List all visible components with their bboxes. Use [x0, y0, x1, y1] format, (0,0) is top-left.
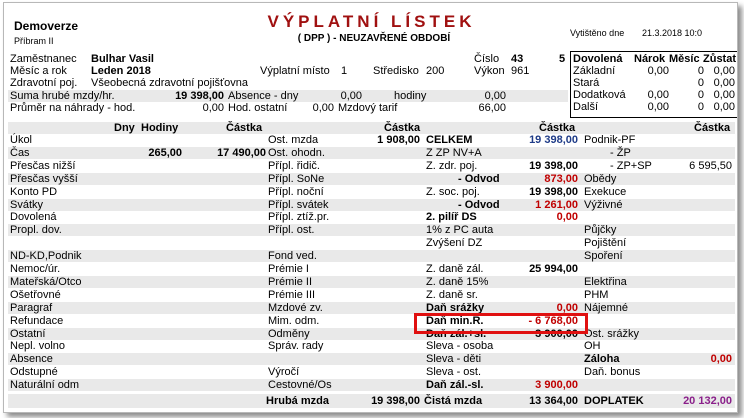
- gross-sum-label: Suma hrubé mzdy/hr.: [10, 90, 115, 102]
- vacation-row-label: Další: [573, 101, 599, 113]
- deduction-label: CELKEM: [426, 134, 473, 146]
- earnings-label: Svátky: [10, 199, 44, 211]
- hours-label: hodiny: [394, 90, 427, 102]
- deduction-label: Z. daně zál.: [426, 263, 484, 275]
- supplement-label: Přípl. svátek: [268, 199, 329, 211]
- absence-label: Absence - dny: [228, 90, 299, 102]
- earnings-label: Naturální odm: [10, 379, 80, 391]
- printed-label: Vytištěno dne: [570, 28, 625, 38]
- vacation-header: Dovolená: [573, 53, 623, 65]
- earnings-label: Úkol: [10, 134, 33, 146]
- supplement-label: Prémie I: [268, 263, 309, 275]
- deduction-other-label: Ost. srážky: [584, 328, 640, 340]
- vacation-row-value: 0,00: [647, 89, 669, 101]
- deduction-label: Z. soc. poj.: [426, 186, 480, 198]
- deduction-label: Daň zál.-sl.: [426, 379, 484, 391]
- supplement-label: Výročí: [268, 366, 300, 378]
- avg-label: Průměr na náhrady - hod.: [10, 102, 136, 114]
- earnings-label: Propl. dov.: [10, 224, 62, 236]
- row-shade: [8, 379, 735, 391]
- deduction-other-amount: 6 595,50: [689, 160, 732, 172]
- deduction-other-label: Exekuce: [584, 186, 627, 198]
- vacation-row-value: 0,00: [713, 89, 735, 101]
- deduction-amount: 1 261,00: [535, 199, 578, 211]
- deduction-other-label: Pojištění: [584, 237, 627, 249]
- supplement-label: Odměny: [268, 328, 310, 340]
- deduction-label: Sleva - děti: [426, 353, 482, 365]
- supplement-label: Přípl. řidič.: [268, 160, 320, 172]
- page-title: VÝPLATNÍ LÍSTEK: [267, 12, 476, 31]
- extra-value: 20 132,00: [683, 395, 732, 407]
- vacation-border-top: [570, 51, 737, 52]
- deduction-other-label: Nájemné: [584, 302, 629, 314]
- earnings-label: Paragraf: [10, 302, 53, 314]
- supplement-label: Přípl. ztíž.pr.: [268, 211, 330, 223]
- insurer-label: Zdravotní poj.: [10, 77, 78, 89]
- gross-sum-value: 19 398,00: [175, 90, 224, 102]
- deduction-label: 1% z PC auta: [426, 224, 494, 236]
- deduction-label: Z. zdr. poj.: [426, 160, 478, 172]
- deduction-amount: 3 900,00: [535, 328, 578, 340]
- vacation-row-value: 0,00: [647, 101, 669, 113]
- row-shade: [8, 353, 735, 365]
- vacation-row-label: Stará: [573, 77, 600, 89]
- workplace-label: Výplatní místo: [260, 65, 330, 77]
- avg-value: 0,00: [202, 102, 224, 114]
- deduction-label: Z ZP NV+A: [426, 147, 482, 159]
- vacation-header: Měsíc: [669, 53, 700, 65]
- net-label: Čistá mzda: [424, 395, 483, 407]
- number-extra: 5: [559, 53, 566, 65]
- hours-value: 0,00: [484, 90, 506, 102]
- row-shade: [8, 250, 735, 262]
- page-subtitle: ( DPP ) - NEUZAVŘENÉ OBDOBÍ: [297, 33, 451, 44]
- earnings-label: Absence: [10, 353, 53, 365]
- extra-label: DOPLATEK: [584, 395, 644, 407]
- col-header-days: Dny: [114, 122, 135, 134]
- other-hours-value: 0,00: [312, 102, 334, 114]
- vacation-row-value: 0: [697, 101, 704, 113]
- deduction-other-label: OH: [584, 340, 601, 352]
- supplement-label: Prémie II: [268, 276, 313, 288]
- deduction-label: Zvýšení DZ: [426, 237, 483, 249]
- period-label: Měsíc a rok: [10, 65, 67, 77]
- supplement-label: Ost. ohodn.: [268, 147, 325, 159]
- supplement-label: Správ. rady: [268, 340, 324, 352]
- supplement-label: Fond ved.: [268, 250, 317, 262]
- col-header-amount: Částka: [384, 122, 421, 134]
- deduction-amount: 0,00: [556, 302, 578, 314]
- vacation-row-value: 0,00: [647, 65, 669, 77]
- deduction-other-label: Podnik-PF: [584, 134, 636, 146]
- deduction-other-label: Spoření: [584, 250, 623, 262]
- supplement-label: Přípl. SoNe: [268, 173, 325, 185]
- deduction-other-label: Záloha: [584, 353, 620, 365]
- row-shade: [8, 224, 735, 236]
- deduction-other-label: PHM: [584, 289, 609, 301]
- tariff-label: Mzdový tarif: [338, 102, 398, 114]
- col-header-amount: Částka: [226, 122, 263, 134]
- col-header-amount: Částka: [694, 122, 731, 134]
- deduction-label: - Odvod: [458, 199, 500, 211]
- center-value: 200: [426, 65, 445, 77]
- deduction-amount: 19 398,00: [529, 186, 578, 198]
- supplement-label: Přípl. ost.: [268, 224, 315, 236]
- deduction-other-label: Elektřina: [584, 276, 627, 288]
- row-shade: [8, 199, 735, 211]
- col-header-hours: Hodiny: [141, 122, 179, 134]
- supplement-label: Mzdové zv.: [268, 302, 323, 314]
- gross-value: 19 398,00: [371, 395, 420, 407]
- absence-value: 0,00: [340, 90, 362, 102]
- center-label: Středisko: [373, 65, 419, 77]
- deduction-amount: 25 994,00: [529, 263, 578, 275]
- vacation-border-bottom: [570, 117, 737, 118]
- deduction-other-amount: 0,00: [710, 353, 732, 365]
- employee-label: Zaměstnanec: [10, 53, 77, 65]
- earnings-label: Refundace: [10, 315, 64, 327]
- earnings-label: Ošetřovné: [10, 289, 61, 301]
- deduction-other-label: Výživné: [584, 199, 623, 211]
- net-value: 13 364,00: [529, 395, 578, 407]
- output-label: Výkon: [474, 65, 505, 77]
- supplement-label: Cestovné/Os: [268, 379, 332, 391]
- workplace-value: 1: [341, 65, 348, 77]
- earnings-amount: 17 490,00: [217, 147, 266, 159]
- earnings-label: Ostatní: [10, 328, 46, 340]
- earnings-hours: 265,00: [148, 147, 182, 159]
- deduction-label: Daň srážky: [426, 302, 485, 314]
- employee-name: Bulhar Vasil: [91, 53, 154, 65]
- earnings-label: Odstupné: [10, 366, 58, 378]
- output-value: 961: [511, 65, 530, 77]
- col-header-amount: Částka: [539, 122, 576, 134]
- deduction-other-label: - ZP+SP: [610, 160, 652, 172]
- vacation-border-left: [570, 51, 571, 117]
- deduction-label: Daň zál.+sl.: [426, 328, 487, 340]
- number-value: 43: [511, 53, 524, 65]
- earnings-label: Přesčas vyšší: [10, 173, 78, 185]
- deduction-label: Sleva - ost.: [426, 366, 482, 378]
- supplement-label: Mim. odm.: [268, 315, 320, 327]
- earnings-label: Nemoc/úr.: [10, 263, 61, 275]
- supplement-amount: 1 908,00: [377, 134, 420, 146]
- deduction-other-label: Obědy: [584, 173, 617, 185]
- deduction-amount: 873,00: [544, 173, 578, 185]
- row-shade: [8, 173, 735, 185]
- number-label: Číslo: [474, 53, 500, 65]
- deduction-amount: 19 398,00: [529, 134, 578, 146]
- deduction-label: Z. daně sr.: [426, 289, 478, 301]
- earnings-label: Konto PD: [10, 186, 58, 198]
- vacation-row-value: 0,00: [713, 65, 735, 77]
- vacation-row-value: 0: [697, 89, 704, 101]
- vacation-row-value: 0,00: [713, 77, 735, 89]
- payslip-sheet: [3, 2, 738, 413]
- deduction-amount: - 6 768,00: [528, 315, 578, 327]
- earnings-label: ND-KD,Podnik: [10, 250, 82, 262]
- earnings-label: Přesčas nižší: [10, 160, 76, 172]
- deduction-label: 2. pilíř DS: [426, 211, 477, 223]
- period-value: Leden 2018: [91, 65, 151, 77]
- deduction-other-label: - ŽP: [610, 147, 631, 159]
- deduction-label: Sleva - osoba: [426, 340, 494, 352]
- deduction-label: Daň min.R.: [426, 315, 484, 327]
- deduction-amount: 3 900,00: [535, 379, 578, 391]
- vacation-row-label: Základní: [573, 65, 616, 77]
- earnings-label: Dovolená: [10, 211, 57, 223]
- supplement-label: Prémie III: [268, 289, 316, 301]
- earnings-label: Nepl. volno: [10, 340, 66, 352]
- vacation-header: Zůstat: [703, 53, 736, 65]
- deduction-label: - Odvod: [458, 173, 500, 185]
- supplement-label: Ost. mzda: [268, 134, 319, 146]
- deduction-label: Z. daně 15%: [426, 276, 489, 288]
- deduction-amount: 0,00: [556, 211, 578, 223]
- vacation-row-label: Dodatková: [573, 89, 626, 101]
- vacation-row-value: 0: [697, 77, 704, 89]
- highlight-box: [414, 313, 588, 334]
- insurer-value: Všeobecná zdravotní pojišťovna: [91, 77, 249, 89]
- vacation-header: Nárok: [634, 53, 666, 65]
- company-name: Demoverze: [14, 19, 79, 33]
- printed-date: 21.3.2018 10:0: [642, 28, 703, 38]
- company-city: Příbram II: [14, 36, 54, 46]
- deduction-other-label: Půjčky: [584, 224, 617, 236]
- supplement-label: Přípl. noční: [268, 186, 324, 198]
- deduction-amount: 19 398,00: [529, 160, 578, 172]
- gross-label: Hrubá mzda: [266, 395, 329, 407]
- earnings-label: Mateřská/Otco: [10, 276, 82, 288]
- earnings-label: Čas: [10, 147, 30, 159]
- tariff-value: 66,00: [478, 102, 506, 114]
- vacation-row-value: 0,00: [713, 101, 735, 113]
- vacation-row-value: 0: [697, 65, 704, 77]
- other-hours-label: Hod. ostatní: [228, 102, 288, 114]
- deduction-other-label: Daň. bonus: [584, 366, 641, 378]
